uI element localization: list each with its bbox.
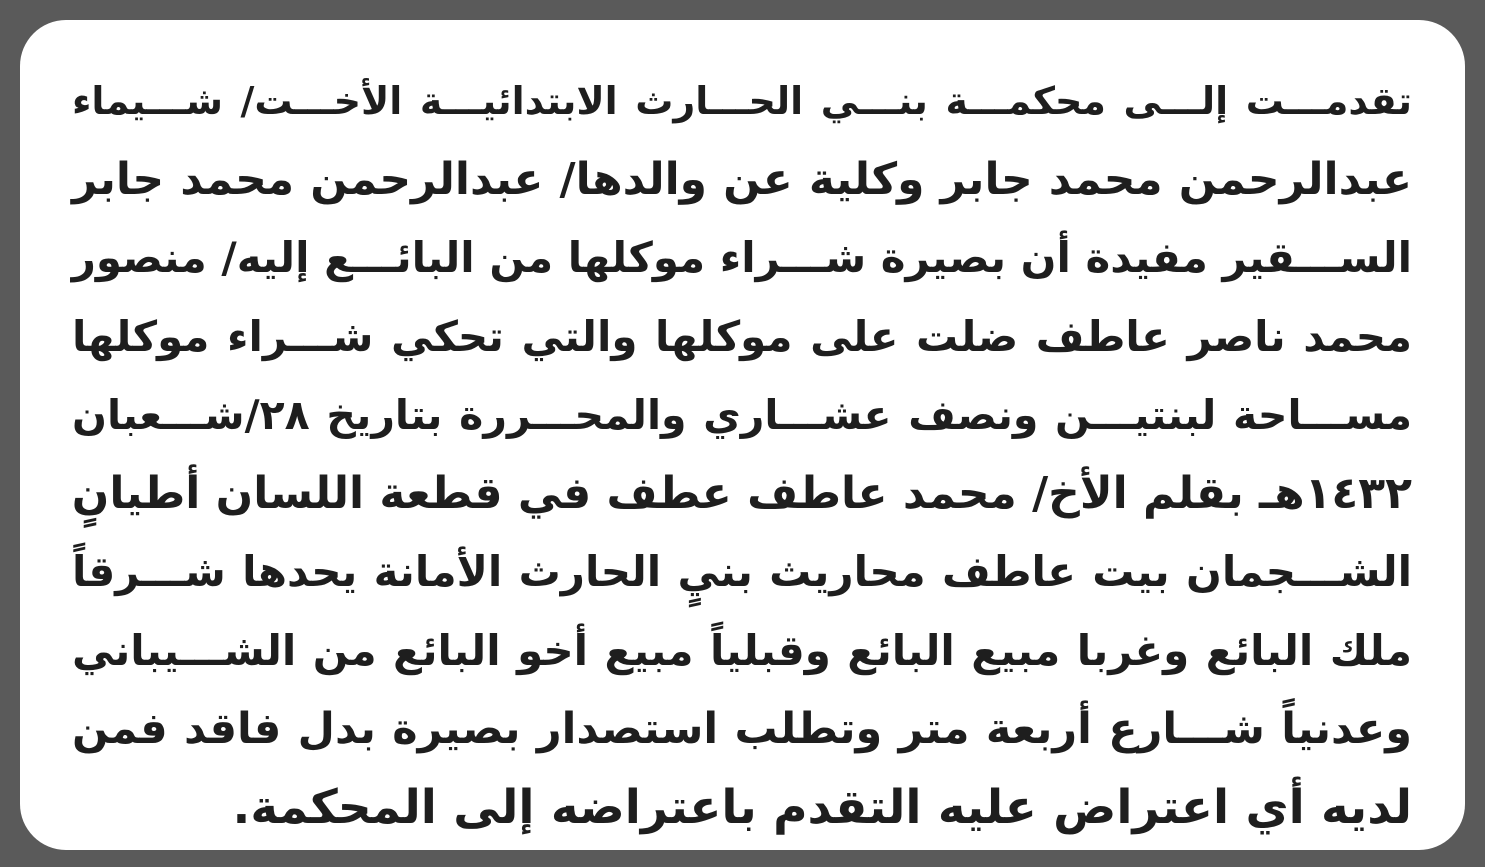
notice-line-7: الشـــجمان بيت عاطف محاريث بنيٍ الحارث الأمانة يحدها شـــرقاً [72, 547, 1412, 596]
notice-line-10: لديه أي اعتراض عليه التقدم باعتراضه إلى المحكمة. [232, 779, 1412, 835]
notice-line-2: عبدالرحمن محمد جابر وكلية عن والدها/ عبدالرحمن محمد جابر [72, 153, 1412, 205]
notice-line-5: مســـاحة لبنتيـــن ونصف عشـــاري والمحـــررة بتاريخ ٢٨/شـــعبان [72, 391, 1412, 439]
notice-line-4: محمد ناصر عاطف ضلت على موكلها والتي تحكي شـــراء موكلها [72, 311, 1412, 361]
notice-line-8: ملك البائع وغربا مبيع البائع وقبلياً مبيع أخو البائع من الشـــيباني [72, 625, 1412, 675]
notice-text [72, 62, 1412, 847]
notice-line-9: وعدنياً شـــارع أربعة متر وتطلب استصدار بصيرة بدل فاقد فمن [72, 704, 1412, 754]
notice-line-6: ١٤٣٢هـ بقلم الأخ/ محمد عاطف عطف في قطعة اللسان أطيانٍ [71, 467, 1412, 519]
notice-line-1: تقدمـــت إلـــى محكمـــة بنـــي الحـــارث الابتدائيـــة الأخـــت/ شـــيماء [72, 79, 1412, 123]
notice-line-3: الســـقير مفيدة أن بصيرة شـــراء موكلها من البائـــع إليه/ منصور [71, 233, 1412, 282]
